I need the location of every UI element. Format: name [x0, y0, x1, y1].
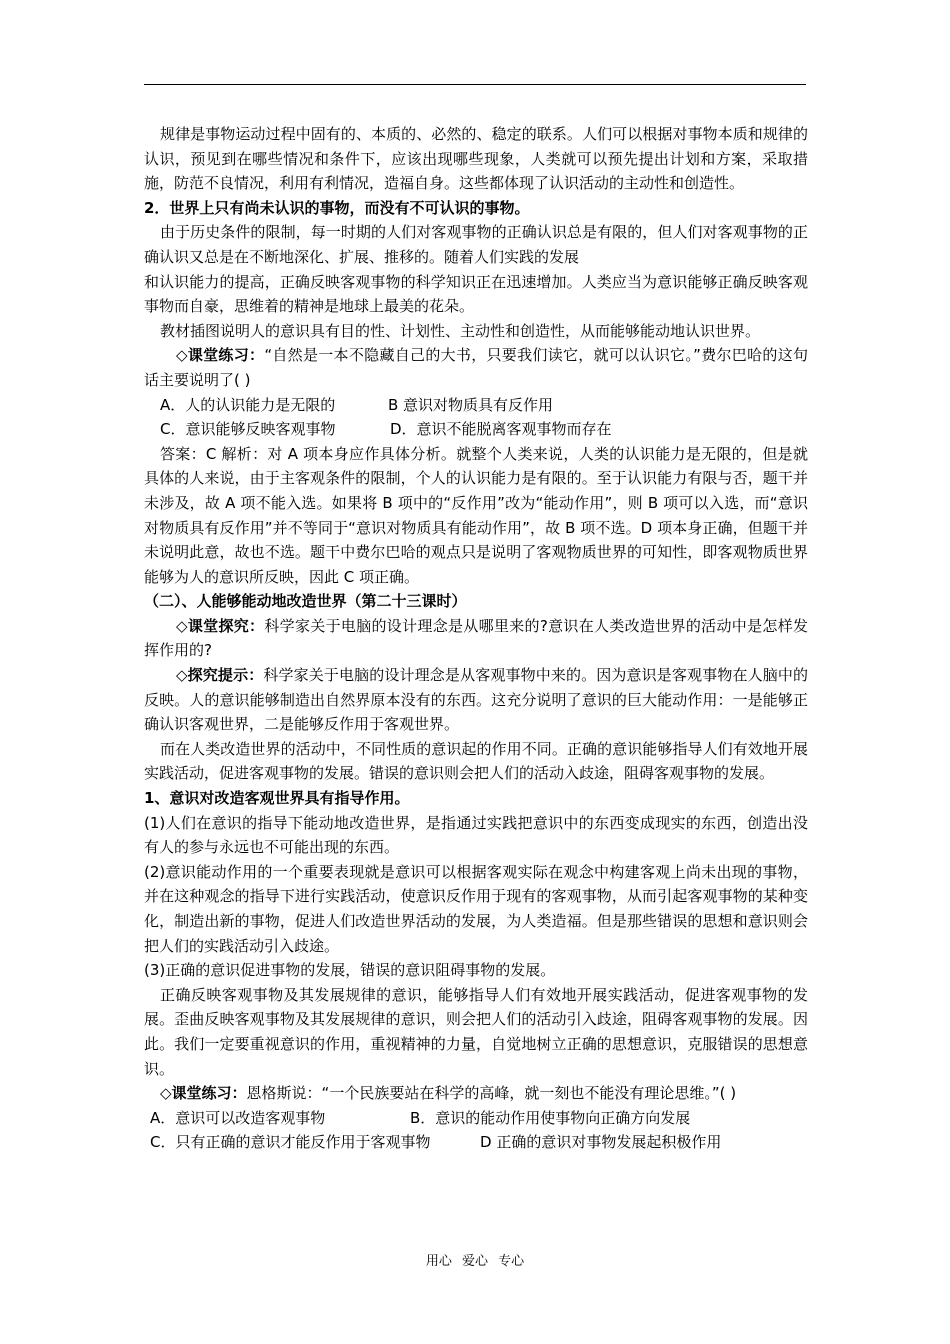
option-d: D．意识不能脱离客观事物而存在	[390, 420, 612, 439]
inquiry-label: ◇课堂探究：	[176, 616, 265, 635]
hint-label: ◇探究提示：	[176, 666, 264, 685]
option-b: B．意识的能动作用使事物向正确方向发展	[410, 1108, 691, 1127]
exercise-2-options-row-2	[144, 1130, 808, 1155]
document-body	[144, 122, 808, 1155]
paragraph-illustration: 教材插图说明人的意识具有目的性、计划性、主动性和创造性，从而能够能动地认识世界。	[160, 321, 761, 340]
paragraph-knowledge-growth: 和认识能力的提高，正确反映客观事物的科学知识正在迅速增加。人类应当为意识能够正确反映客观事物而自豪，思维着的精神是地球上最美的花朵。	[144, 272, 808, 316]
option-b: B 意识对物质具有反作用	[388, 395, 554, 414]
exercise-1	[144, 343, 808, 392]
exercise-label: ◇课堂练习：	[176, 346, 265, 365]
exercise-2-options-row-1	[144, 1106, 808, 1131]
option-a: A．意识可以改造客观事物	[150, 1108, 326, 1127]
list-item-2: (2)意识能动作用的一个重要表现就是意识可以根据客观实际在观念中构建客观上尚未出现的事物，并在这种观念的指导下进行实践活动，使意识反作用于现有的客观事物，从而引起客观事物的某种变化，制造出新的事物，促进人们改造世界活动的发展，为人类造福。但是那些错误的思想和意识则会把人们的实践活动引入歧途。	[144, 862, 808, 955]
heading-knowable-world: 2．世界上只有尚未认识的事物，而没有不可认识的事物。	[144, 198, 530, 217]
list-item-1: (1)人们在意识的指导下能动地改造世界，是指通过实践把意识中的东西变成现实的东西，创造出没有人的参与永远也不可能出现的东西。	[144, 813, 808, 857]
option-c: C．意识能够反映客观事物	[160, 420, 336, 439]
paragraph-consciousness-roles: 而在人类改造世界的活动中，不同性质的意识起的作用不同。正确的意识能够指导人们有效地开展实践活动，促进客观事物的发展。错误的意识则会把人们的活动入歧途，阻碍客观事物的发展。	[144, 739, 808, 783]
section-heading-transform-world: （二）、人能够能动地改造世界（第二十三课时）	[144, 592, 467, 611]
heading-guiding-role: 1、意识对改造客观世界具有指导作用。	[144, 789, 410, 808]
option-c: C．只有正确的意识才能反作用于客观事物	[150, 1133, 431, 1152]
option-a: A．人的认识能力是无限的	[160, 395, 336, 414]
inquiry-text: 科学家关于电脑的设计理念是从哪里来的?意识在人类改造世界的活动中是怎样发挥作用的?	[144, 616, 808, 660]
page-footer: 用心 爱心 专心	[425, 1254, 525, 1269]
exercise-question: “自然是一本不隐藏自己的大书，只要我们读它，就可以认识它。”费尔巴哈的这句话主要说明了( )	[144, 346, 808, 389]
inquiry	[144, 614, 808, 663]
paragraph-law: 规律是事物运动过程中固有的、本质的、必然的、稳定的联系。人们可以根据对事物本质和规律的认识，预见到在哪些情况和条件下，应该出现哪些现象，人类就可以预先提出计划和方案，采取措施，防范不良情况，利用有利情况，造福自身。这些都体现了认识活动的主动性和创造性。	[144, 125, 808, 193]
option-d: D 正确的意识对事物发展起积极作用	[480, 1133, 722, 1152]
exercise-2	[144, 1081, 808, 1106]
exercise-question: 恩格斯说：“一个民族要站在科学的高峰，就一刻也不能没有理论思维。”( )	[246, 1084, 737, 1103]
exercise-1-options-row-2	[144, 417, 808, 442]
hint-text: 科学家关于电脑的设计理念是从客观事物中来的。因为意识是客观事物在人脑中的反映。人的意识能够制造出自然界原本没有的东西。这充分说明了意识的巨大能动作用：一是能够正确认识客观世界，二是能够反作用于客观世界。	[144, 666, 808, 734]
exercise-label: ◇课堂练习：	[160, 1084, 247, 1103]
exercise-1-options-row-1	[144, 393, 808, 418]
paragraph-history-limits: 由于历史条件的限制，每一时期的人们对客观事物的正确认识总是有限的，但人们对客观事物的正确认识又总是在不断地深化、扩展、推移的。随着人们实践的发展	[144, 223, 808, 266]
list-item-3: (3)正确的意识促进事物的发展，错误的意识阻碍事物的发展。	[144, 961, 556, 980]
inquiry-hint	[144, 663, 808, 737]
answer-1: 答案：C 解析：对 A 项本身应作具体分析。就整个人类来说，人类的认识能力是无限的，但是就具体的人来说，由于主客观条件的限制，个人的认识能力是有限的。至于认识能力有限与否，题干并未涉及，故 A 项不能入选。如果将 B 项中的“反作用”改为“能动作用”，则 B 项可以入选，而“意识对物质具有反作用”并不等同于“意识对物质具有能动作用”，故 B 项不选。D 项本身正确，但题干并未说明此意，故也不选。题干中费尔巴哈的观点只是说明了客观物质世界的可知性，即客观物质世界能够为人的意识所反映，因此 C 项正确。	[144, 444, 808, 586]
paragraph-correct-consciousness: 正确反映客观事物及其发展规律的意识，能够指导人们有效地开展实践活动，促进客观事物的发展。歪曲反映客观事物及其发展规律的意识，则会把人们的活动引入歧途，阻碍客观事物的发展。因此。我们一定要重视意识的作用，重视精神的力量，自觉地树立正确的思想意识，克服错误的思想意识。	[144, 985, 808, 1078]
header-rule	[144, 84, 806, 85]
